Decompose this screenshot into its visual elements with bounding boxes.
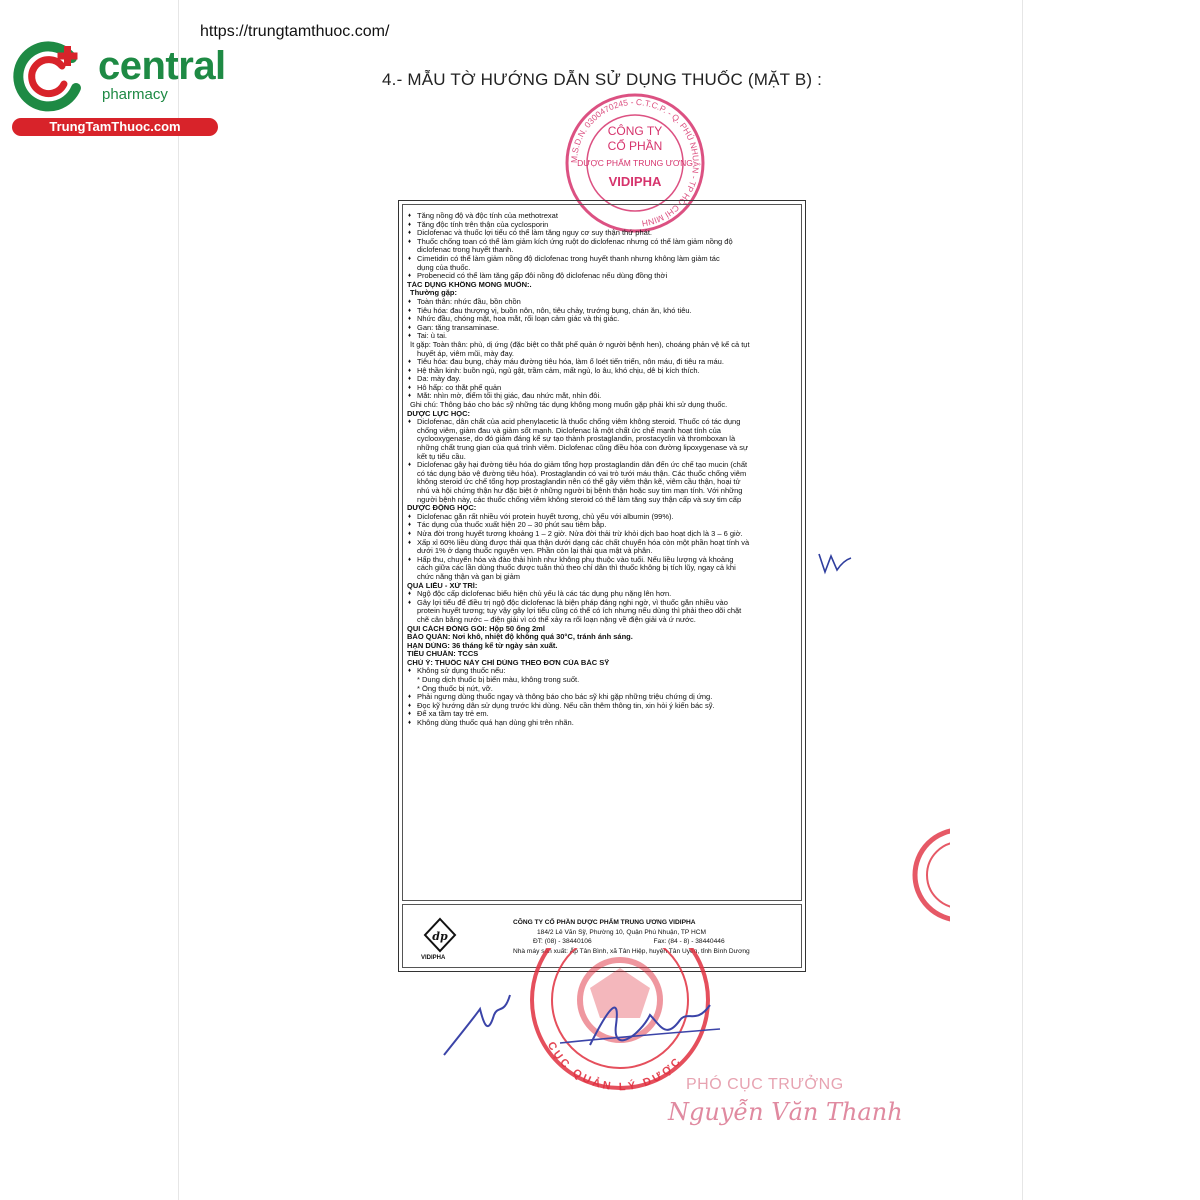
leaflet-line: ♦ Đọc kỹ hướng dẫn sử dụng trước khi dùng. Nếu cần thêm thông tin, xin hỏi ý kiến bác sỹ.: [407, 702, 797, 711]
leaflet-line: ♦ Mắt: nhìn mờ, điểm tối thị giác, đau nhức mắt, nhìn đôi.: [407, 392, 797, 401]
leaflet-line: ♦ Hệ thần kinh: buồn ngủ, ngủ gật, trầm cảm, mất ngủ, lo âu, khó chịu, dễ bị kích thích.: [407, 367, 797, 376]
partial-stamp: [900, 820, 950, 930]
leaflet-line: chống viêm, giảm đau và giảm sốt mạnh. Diclofenac là một chất ức chế mạnh hoạt tính của: [417, 426, 721, 435]
leaflet-line: ♦ Probenecid có thể làm tăng gấp đôi nồng độ diclofenac nếu dùng đồng thời: [407, 272, 797, 281]
page-title: 4.- MẪU TỜ HƯỚNG DẪN SỬ DỤNG THUỐC (MẶT B) :: [382, 70, 823, 89]
leaflet-line: protein huyết tương; tuy vậy gây lợi tiểu cũng có thể có ích nhưng nếu dùng thì phải theo dõi chặt: [417, 607, 742, 616]
stamp-line: CỔ PHẦN: [607, 139, 663, 153]
leaflet-line: huyết áp, viêm mũi, mày đay.: [417, 349, 514, 358]
leaflet-line: ♦ Ngộ độc cấp diclofenac biểu hiện chủ yếu là các tác dụng phụ nặng lên hơn.: [407, 590, 797, 599]
stamp-line: CÔNG TY: [607, 124, 663, 138]
leaflet-line: ♦ Để xa tầm tay trẻ em.: [407, 710, 797, 719]
leaflet-line: ♦ Phải ngưng dùng thuốc ngay và thông báo cho bác sỹ khi gặp những triệu chứng dị ứng.: [407, 693, 797, 702]
leaflet-line: ♦ Toàn thân: nhức đầu, bồn chồn: [407, 298, 797, 307]
leaflet-line: Thường gặp:: [410, 289, 458, 298]
brand-name: central: [98, 44, 226, 88]
leaflet-line: ♦ Diclofenac và thuốc lợi tiểu có thể làm tăng nguy cơ suy thận thứ phát.: [407, 229, 797, 238]
leaflet-line: ♦ Cimetidin có thể làm giảm nồng độ diclofenac trong huyết thanh nhưng không làm giảm tác: [407, 255, 797, 264]
section-heading: BẢO QUẢN: Nơi khô, nhiệt độ không quá 30°C, tránh ánh sáng.: [407, 633, 633, 642]
section-heading: QUI CÁCH ĐÓNG GÓI: Hộp 50 ống 2ml: [407, 624, 545, 633]
stamp-line: VIDIPHA: [608, 174, 662, 189]
company-address: 184/2 Lê Văn Sỹ, Phường 10, Quận Phú Nhuận, TP HCM: [537, 929, 707, 936]
stamp-line: DƯỢC PHẨM TRUNG ƯƠNG: [577, 158, 693, 168]
brand-sub: pharmacy: [102, 86, 168, 103]
leaflet-line: không steroid ức chế tổng hợp prostaglandin nên có thể gây viêm thận kẽ, viêm cầu thận, hoại tử: [417, 478, 741, 487]
page-edge: [1022, 0, 1023, 1200]
leaflet-line: dụng của thuốc.: [417, 263, 471, 272]
section-heading: DƯỢC ĐỘNG HỌC:: [407, 504, 477, 513]
signature: [440, 985, 730, 1065]
section-heading: DƯỢC LỰC HỌC:: [407, 409, 471, 418]
company-contact: [513, 938, 813, 946]
leaflet-line: ♦ Không dùng thuốc quá hạn dùng ghi trên nhãn.: [407, 719, 797, 728]
leaflet-line: chẽ cân bằng nước – điện giải vì có thể xảy ra rối loạn nặng về điện giải và ứ nước.: [417, 615, 696, 624]
leaflet-line: người bệnh này, các thuốc chống viêm không steroid có thể làm tăng suy thận cấp và suy tim cấp: [417, 495, 742, 504]
leaflet-line: ♦ Tai: ù tai.: [407, 332, 797, 341]
leaflet-line: dưới 1% ở dạng thuốc nguyên vẹn. Phần còn lại thải qua mật và phân.: [417, 547, 653, 556]
company-name: CÔNG TY CỔ PHẦN DƯỢC PHẨM TRUNG ƯƠNG VIDIPHA: [513, 919, 696, 926]
section-heading: TÁC DỤNG KHÔNG MONG MUỐN:.: [407, 280, 532, 289]
leaflet-line: cách giữa các lần dùng thuốc được tuân thủ theo chỉ dẫn thì thuốc không bị tích lũy, ngay cả khi: [417, 564, 736, 573]
leaflet-line: ♦ Nhức đầu, chóng mặt, hoa mắt, rối loạn cảm giác và thị giác.: [407, 315, 797, 324]
source-url[interactable]: https://trungtamthuoc.com/: [200, 23, 390, 40]
leaflet-line: nhú và hội chứng thận hư đặc biệt ở những người bị bệnh thận hoặc suy tim mạn tính. Với những: [417, 487, 743, 495]
maker-name: VIDIPHA: [421, 955, 446, 961]
leaflet-line: ♦ Tăng độc tính trên thận của cyclosporin: [407, 221, 797, 230]
leaflet-line: chức năng thận và gan bị giảm: [417, 572, 521, 581]
leaflet-box: [398, 200, 806, 972]
central-pharmacy-logo: [10, 36, 225, 136]
leaflet-line: ♦ Hấp thu, chuyển hóa và đào thải hình như không phụ thuộc vào tuổi. Nếu liều lượng và khoảng: [407, 556, 797, 565]
leaflet-line: Ít gặp: Toàn thân: phù, dị ứng (đặc biệt co thắt phế quản ở người bệnh hen), choáng phản vệ kể cả tụt: [410, 340, 750, 349]
section-heading: TIÊU CHUẨN: TCCS: [407, 650, 479, 659]
stamp-ring-text: M.S.D.N. 0300470245 - C.T.C.P. - Q. PHÚ NHUẬN - TP HỒ CHÍ MINH: [568, 96, 702, 229]
leaflet-line: ♦ Tiêu hóa: đau bụng, chảy máu đường tiêu hóa, làm ổ loét tiến triển, nôn máu, đi tiêu ra máu.: [407, 358, 797, 367]
leaflet-line: ♦ Hô hấp: co thắt phế quản: [407, 384, 797, 393]
leaflet-line: những chất trung gian của quá trình viêm. Diclofenac cũng điều hòa con đường lipoxygenase và sự: [417, 444, 749, 453]
leaflet-line: ♦ Diclofenac, dẫn chất của acid phenylacetic là thuốc chống viêm không steroid. Thuốc có tác dụng: [407, 418, 797, 427]
page-edge: [178, 0, 179, 1200]
factory-address: Nhà máy sản xuất: Ấp Tân Bình, xã Tân Hiệp, huyện Tân Uyên, tỉnh Bình Dương: [513, 948, 750, 955]
leaflet-line: diclofenac trong huyết thanh.: [417, 246, 514, 255]
leaflet-line: ♦ Tăng nồng độ và độc tính của methotrexat: [407, 212, 797, 221]
leaflet-line: kết tụ tiểu cầu.: [417, 452, 466, 461]
signer-title: PHÓ CỤC TRƯỞNG: [686, 1076, 844, 1093]
leaflet-line: ♦ Da: mày đay.: [407, 375, 797, 384]
section-heading: HẠN DÙNG: 36 tháng kể từ ngày sản xuất.: [407, 641, 558, 650]
leaflet-line: ♦ Xấp xỉ 60% liều dùng được thải qua thận dưới dạng các chất chuyển hóa còn một phần hoạt tính và: [407, 539, 797, 548]
leaflet-line: ♦ Nửa đời trong huyết tương khoảng 1 – 2 giờ. Nửa đời thải trừ khỏi dịch bao hoạt dịch là 3 – 6 giờ.: [407, 530, 797, 539]
company-phone: ĐT: (08) - 38440106: [533, 938, 592, 945]
handwritten-initial: [815, 548, 855, 578]
leaflet-line: cyclooxygenase, do đó giảm đáng kể sự tạo thành prostaglandin, prostacyclin và thromboxan là: [417, 435, 736, 444]
leaflet-line: có tác dụng bảo vệ đường tiêu hóa). Prostaglandin có vai trò tưới máu thận. Các thuốc chống viêm: [417, 469, 747, 478]
leaflet-line: * Dung dịch thuốc bị biến màu, không trong suốt.: [417, 676, 580, 685]
leaflet-line: ♦ Thuốc chống toan có thể làm giảm kích ứng ruột do diclofenac nhưng có thể làm giảm nồng độ: [407, 238, 797, 247]
leaflet-line: * Ống thuốc bị nứt, vỡ.: [417, 684, 493, 693]
leaflet-line: ♦ Gan: tăng transaminase.: [407, 324, 797, 333]
cross-c-logo-icon: [10, 36, 90, 116]
company-fax: Fax: (84 - 8) - 38440446: [653, 938, 725, 945]
leaflet-line: ♦ Tiêu hóa: đau thượng vị, buồn nôn, nôn, tiêu chảy, trướng bụng, chán ăn, khó tiêu.: [407, 307, 797, 316]
signer-name: Nguyễn Văn Thanh: [668, 1098, 903, 1126]
leaflet-line: ♦ Không sử dụng thuốc nếu:: [407, 667, 797, 676]
leaflet-line: ♦ Tác dụng của thuốc xuất hiện 20 – 30 phút sau tiêm bắp.: [407, 521, 797, 530]
section-heading: QUÁ LIỀU - XỬ TRÍ:: [407, 581, 478, 590]
leaflet-line: Ghi chú: Thông báo cho bác sỹ những tác dụng không mong muốn gặp phải khi sử dụng thuốc.: [410, 401, 728, 410]
leaflet-line: ♦ Diclofenac gây hại đường tiêu hóa do giảm tổng hợp prostaglandin dẫn đến ức chế tạo mucin (chất: [407, 461, 797, 470]
leaflet-line: ♦ Diclofenac gắn rất nhiều với protein huyết tương, chủ yếu với albumin (99%).: [407, 513, 797, 522]
leaflet-text: [402, 204, 802, 901]
vidipha-logo-icon: [423, 917, 457, 957]
svg-text:dp: dp: [432, 930, 448, 943]
section-heading: CHÚ Ý: THUỐC NÀY CHỈ DÙNG THEO ĐƠN CỦA BÁC SỸ: [407, 658, 610, 667]
site-banner: TrungTamThuoc.com: [12, 118, 218, 136]
official-stamp-ring: CỤC QUẢN LÝ DƯỢC: [544, 1039, 685, 1094]
leaflet-line: ♦ Gây lợi tiểu để điều trị ngộ độc diclofenac là biện pháp đáng nghi ngờ, vì thuốc gắn nhiều vào: [407, 599, 797, 608]
